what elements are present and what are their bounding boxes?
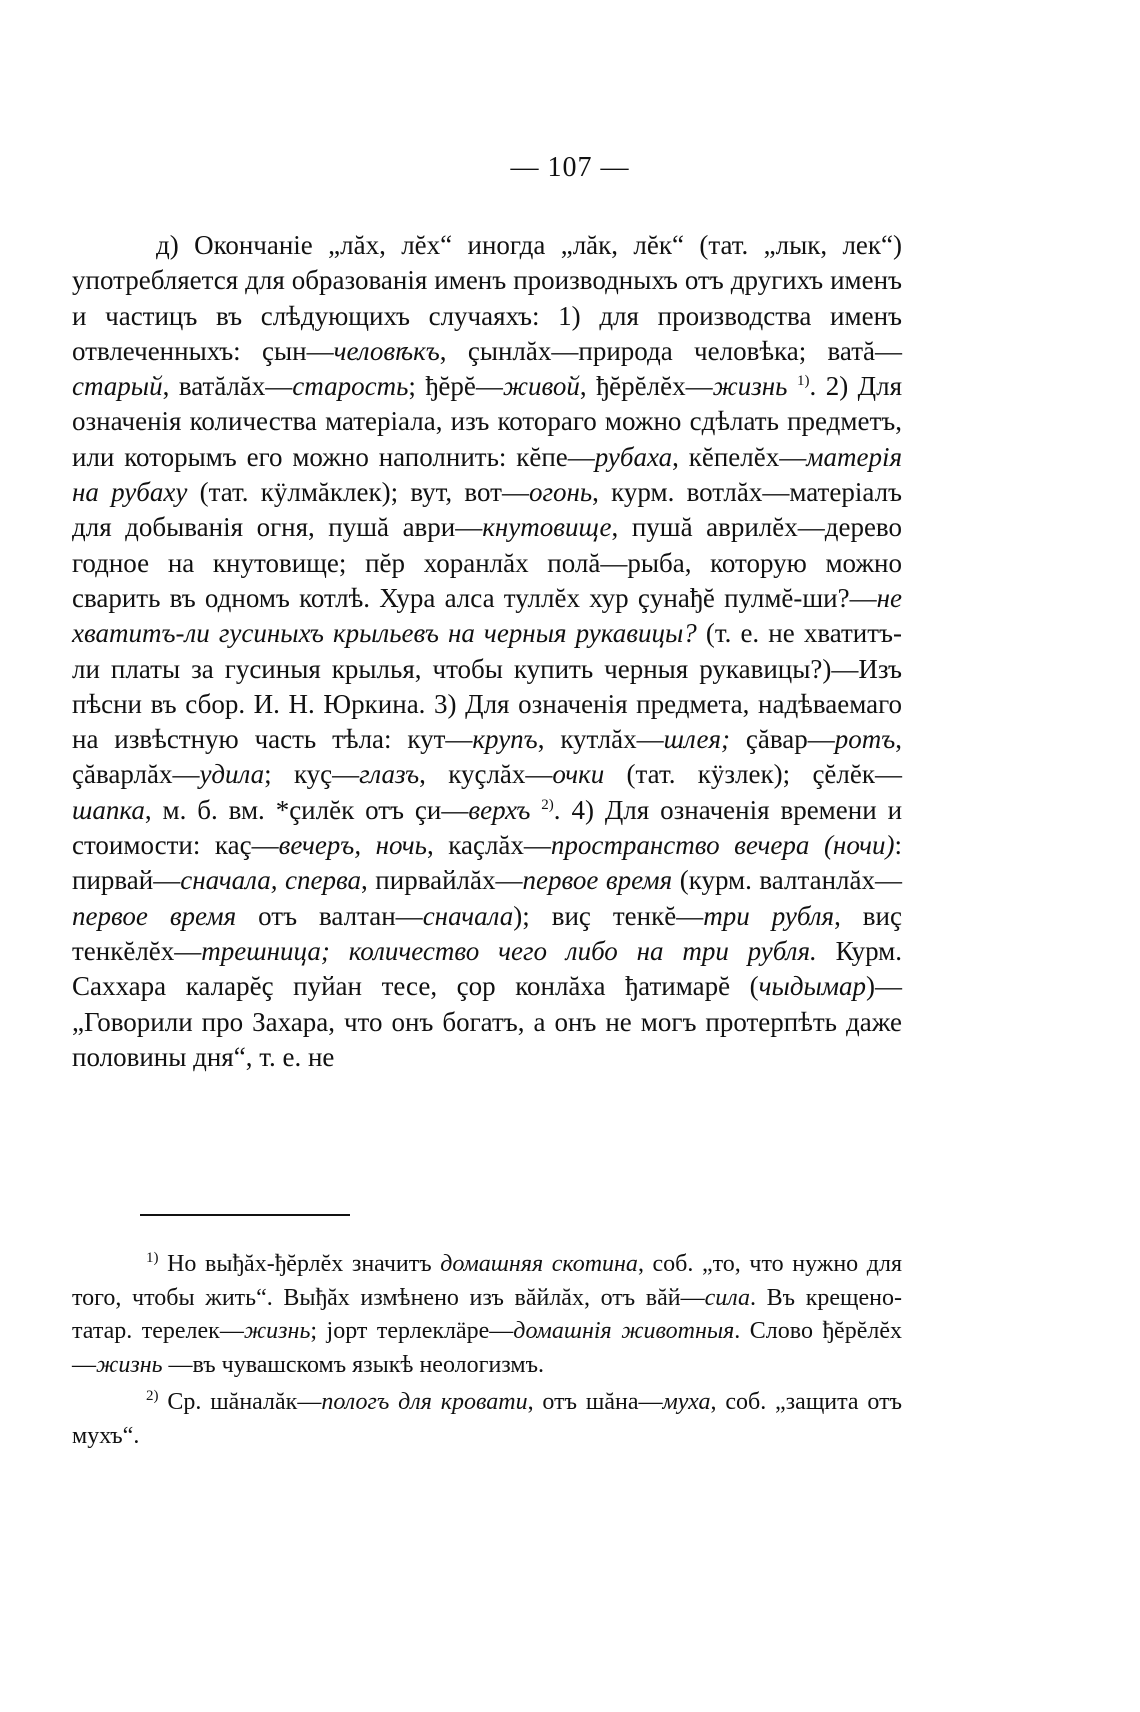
text-run: человѣкъ — [333, 335, 440, 366]
text-run: матерія на рубаху — [72, 441, 902, 508]
footnote-text-run: , соб. „то, что нужно для того, чтобы жить“. Выђăх измѣнено изъ вăйлăх, отъ вăй— — [72, 1251, 902, 1311]
text-run: чыдымар — [758, 971, 866, 1002]
text-run: удила — [199, 759, 265, 790]
text-run: , м. б. вм. *çилĕк отъ çи— — [144, 794, 469, 825]
text-run — [787, 371, 797, 401]
text-run: жизнь — [712, 371, 788, 402]
footnote-text-run: сила — [704, 1284, 751, 1311]
text-run: , ватăлăх— — [162, 371, 293, 402]
footnote-text-run: . Слово ђĕрĕлĕх— — [72, 1318, 902, 1378]
footnote-reference: 1) — [796, 373, 810, 390]
text-run: первое время — [72, 900, 237, 931]
footnotes — [72, 1248, 902, 1453]
footnote-text-run: пологъ для кровати — [321, 1389, 528, 1415]
text-run: . 4) Для означенія времени и стоимости: каç— — [72, 794, 903, 861]
text-run: огонь — [528, 477, 593, 508]
text-run: , кĕпелĕх— — [672, 441, 807, 472]
text-run: , куçлăх— — [419, 759, 553, 790]
text-run: (курм. валтанлăх— — [672, 865, 903, 896]
text-run: трешница; количество чего либо на три рубля. — [201, 935, 817, 966]
footnote — [72, 1248, 902, 1382]
text-run: очки — [552, 759, 605, 790]
text-run: верхъ — [468, 794, 531, 825]
text-run: (тат. кӱлмăклек); вут, вот— — [187, 477, 529, 508]
footnote-reference: 2) — [541, 796, 554, 813]
footnote-text-run: ; jорт терлеклäре— — [310, 1318, 514, 1344]
footnote — [72, 1386, 902, 1453]
footnote-text-run: , соб. „защита отъ мухъ“. — [72, 1389, 902, 1449]
text-run: , кутлăх— — [537, 724, 664, 755]
text-run: пространство вечера (ночи) — [550, 830, 895, 861]
text-run: , пирвайлăх— — [361, 865, 523, 896]
text-run: живой — [502, 371, 580, 402]
text-run: старость — [292, 371, 409, 402]
text-run: глазъ — [359, 759, 420, 790]
text-run: çăвар— — [730, 724, 835, 755]
text-run: шлея; — [663, 724, 730, 755]
text-run: сначала — [422, 900, 514, 931]
text-run: не хватитъ-ли гусиныхъ крыльевъ на черныя рукавицы? — [72, 582, 902, 649]
text-run: , пушă аврилĕх—дерево годное на кнутовище; пĕр хоранлăх полă—рыба, которую можно сварить въ одномъ котлѣ. Хура алса туллĕх хур çунађĕ пулмĕ-ши?— — [72, 512, 902, 613]
text-run: крупъ — [472, 724, 538, 755]
footnote-mark: 1) — [146, 1250, 159, 1266]
text-run: д) Окончаніе „лăх, лĕх“ иногда „лăк, лĕк“ (тат. „лык, лек“) употребляется для образованія именъ производныхъ отъ другихъ именъ и частицъ въ слѣдующихъ случаяхъ: 1) для производства именъ отвлеченныхъ: çын— — [72, 230, 902, 366]
footnote-text-run: . Въ крещено-татар. терелек— — [72, 1284, 902, 1344]
text-run: ); виç тенкĕ— — [513, 900, 704, 931]
footnote-text-run: , отъ шăна— — [527, 1389, 663, 1415]
footnote-text-run: Ср. шăналăк— — [158, 1389, 322, 1415]
text-run: ротъ — [834, 724, 896, 755]
text-run: , çăварлăх— — [72, 724, 902, 790]
page-number: — 107 — — [510, 152, 630, 183]
text-run: . 2) Для означенія количества матеріала, изъ котораго можно сдѣлать предметъ, или которымъ его можно наполнить: кĕпе— — [72, 371, 902, 472]
text-run: первое время — [522, 865, 673, 896]
text-run: рубаха — [594, 441, 673, 472]
text-run — [530, 795, 541, 825]
text-run: ; ђĕрĕ— — [408, 371, 503, 402]
footnote-mark: 2) — [146, 1388, 159, 1404]
footnote-text-run: муха — [662, 1389, 711, 1415]
text-run: вечеръ, ночь — [278, 830, 427, 861]
main-text — [72, 228, 902, 1075]
text-run: Курм. Саххара каларĕç пуйан тесе, çор конлăха ђатимарĕ ( — [72, 935, 902, 1002]
text-run: )—„Говорили про Захара, что онъ богатъ, а онъ не могъ протерпѣть даже половины дня“, т. е. не — [72, 971, 902, 1072]
text-run: сначала, сперва — [180, 865, 362, 896]
body-paragraph — [72, 228, 902, 1075]
text-run: , ђĕрĕлĕх— — [579, 371, 713, 402]
footnote-text-run: —въ чувашскомъ языкѣ неологизмъ. — [162, 1351, 545, 1378]
text-run: отъ валтан— — [236, 900, 423, 931]
text-run: старый — [72, 371, 163, 402]
text-run: (т. е. не хватитъ-ли платы за гусиныя крылья, чтобы купить черныя рукавицы?)—Изъ пѣсни въ сбор. И. Н. Юркина. 3) Для означенія предмета, надѣваемаго на извѣстную часть тѣла: кут— — [72, 618, 902, 755]
text-run: (тат. кӱзлек); çĕлĕк— — [604, 759, 902, 790]
footnote-text-run: жизнь — [243, 1318, 311, 1344]
footnote-text-run: жизнь — [96, 1351, 163, 1378]
text-run: шапка — [72, 794, 145, 825]
text-run: ; куç— — [264, 759, 360, 790]
text-run: кнутовище — [482, 512, 612, 543]
footnote-divider — [140, 1214, 350, 1216]
text-run: , курм. вотлăх—матеріалъ для добыванія огня, пушă аври— — [72, 477, 902, 543]
footnote-text-run: домашняя скотина — [440, 1251, 638, 1277]
text-run: три рубля — [703, 900, 835, 931]
footnote-text-run: домашнія животныя — [513, 1318, 735, 1344]
text-run: , çынлăх—природа человѣка; ватă— — [439, 335, 902, 366]
footnote-text-run: Но выђăх-ђĕрлĕх значитъ — [158, 1251, 441, 1277]
text-run: , каçлăх— — [426, 830, 551, 861]
text-run: , виç тенкĕлĕх— — [72, 900, 902, 966]
text-run: : пирвай— — [72, 830, 903, 896]
